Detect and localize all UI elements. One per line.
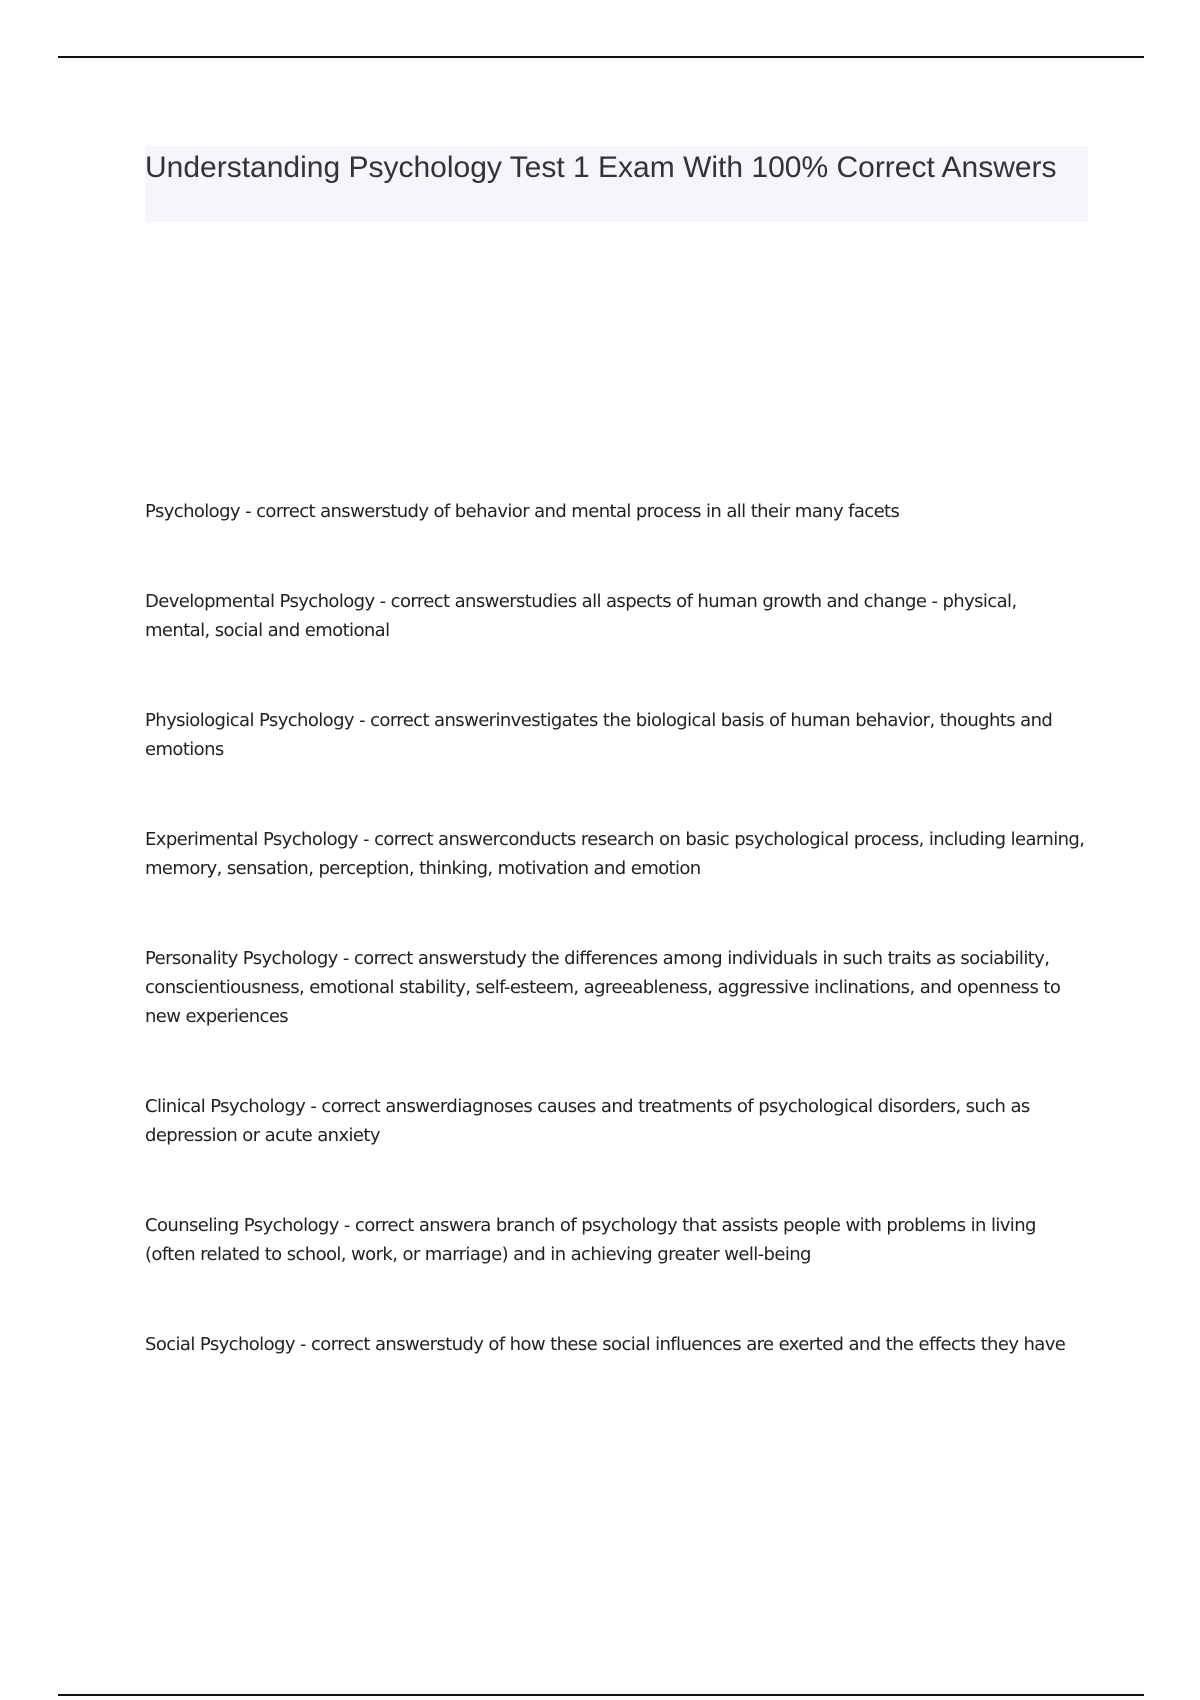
entry-social-psychology: Social Psychology - correct answerstudy of how these social influences are exerted and the effects they have [145, 1334, 1066, 1355]
entry-psychology: Psychology - correct answerstudy of behavior and mental process in all their many facets [145, 501, 900, 522]
entry-developmental-psychology: Developmental Psychology - correct answerstudies all aspects of human growth and change - physical, mental, social and emotional [145, 591, 1017, 641]
title-banner [145, 146, 1088, 222]
bottom-rule [58, 1694, 1144, 1696]
entry-physiological-psychology: Physiological Psychology - correct answerinvestigates the biological basis of human behavior, thoughts and emotions [145, 710, 1053, 760]
entry-clinical-psychology: Clinical Psychology - correct answerdiagnoses causes and treatments of psychological disorders, such as depression or acute anxiety [145, 1096, 1030, 1146]
entries-list [145, 497, 1085, 1359]
entry-counseling-psychology: Counseling Psychology - correct answera branch of psychology that assists people with problems in living (often related to school, work, or marriage) and in achieving greater well-being [145, 1215, 1036, 1265]
page-title: Understanding Psychology Test 1 Exam With 100% Correct Answers [145, 151, 1057, 184]
top-rule [58, 56, 1144, 58]
entry-experimental-psychology: Experimental Psychology - correct answerconducts research on basic psychological process, including learning, memory, sensation, perception, thinking, motivation and emotion [145, 829, 1085, 879]
entry-personality-psychology: Personality Psychology - correct answerstudy the differences among individuals in such traits as sociability, conscientiousness, emotional stability, self-esteem, agreeableness, aggressive inclinations, and openness to new experiences [145, 948, 1061, 1027]
